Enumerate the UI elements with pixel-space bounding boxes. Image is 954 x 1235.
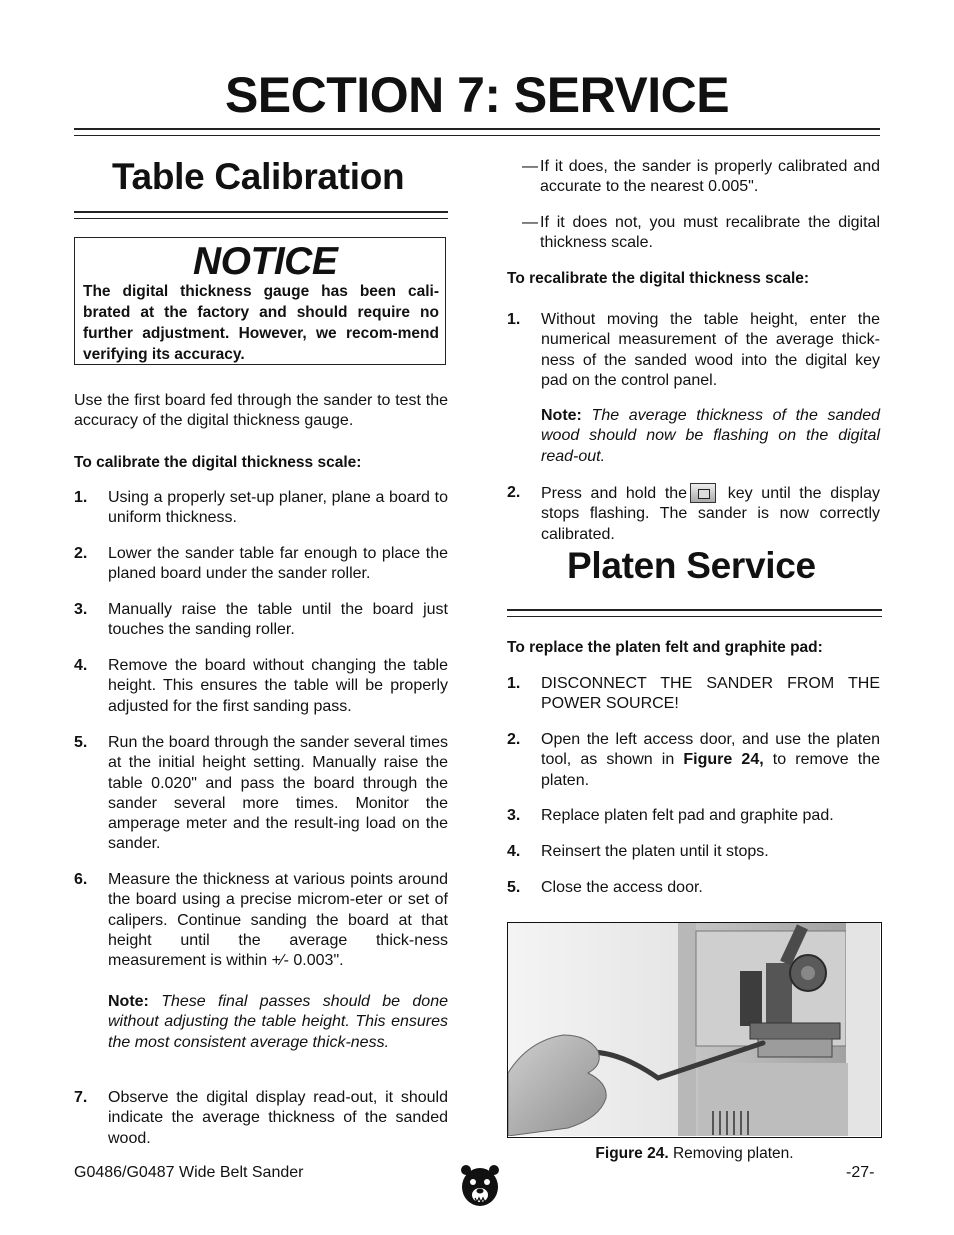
platen-subheading: To replace the platen felt and graphite pad:	[507, 639, 823, 656]
note-flashing: Note: The average thickness of the sanded wood should now be flashing on the digital read-out.	[541, 407, 880, 465]
table-calibration-heading: Table Calibration	[112, 156, 405, 197]
footer-page-number: -27-	[846, 1164, 875, 1181]
platen-rule-bottom	[507, 616, 882, 617]
intro-paragraph: Use the first board fed through the sander to test the accuracy of the digital thickness gauge.	[74, 392, 448, 430]
heading-rule-top	[74, 211, 448, 213]
calibrate-subheading: To calibrate the digital thickness scale:	[74, 454, 362, 471]
figure-24-photo	[507, 922, 882, 1138]
platen-rule-top	[507, 609, 882, 611]
title-rule-bottom	[74, 135, 880, 136]
footer-model: G0486/G0487 Wide Belt Sander	[74, 1164, 304, 1181]
recalibrate-subheading: To recalibrate the digital thickness scale:	[507, 270, 810, 287]
platen-removal-illustration	[508, 923, 880, 1136]
notice-text: The digital thickness gauge has been cali-brated at the factory and should require no further adjustment. However, we recom-mend verifying its accuracy.	[83, 283, 439, 363]
notice-box	[74, 237, 446, 365]
note-final-passes: Note: These final passes should be done without adjusting the table height. This ensures the most consistent average thick-ness.	[108, 993, 448, 1051]
heading-rule-bottom	[74, 218, 448, 219]
bear-head-icon	[460, 1164, 500, 1208]
notice-title: NOTICE	[193, 240, 338, 283]
display-key-icon	[690, 483, 716, 503]
title-rule-top	[74, 128, 880, 130]
figure-caption: Figure 24. Removing platen.	[595, 1145, 794, 1162]
platen-service-heading: Platen Service	[567, 545, 816, 586]
section-title: SECTION 7: SERVICE	[224, 67, 730, 123]
